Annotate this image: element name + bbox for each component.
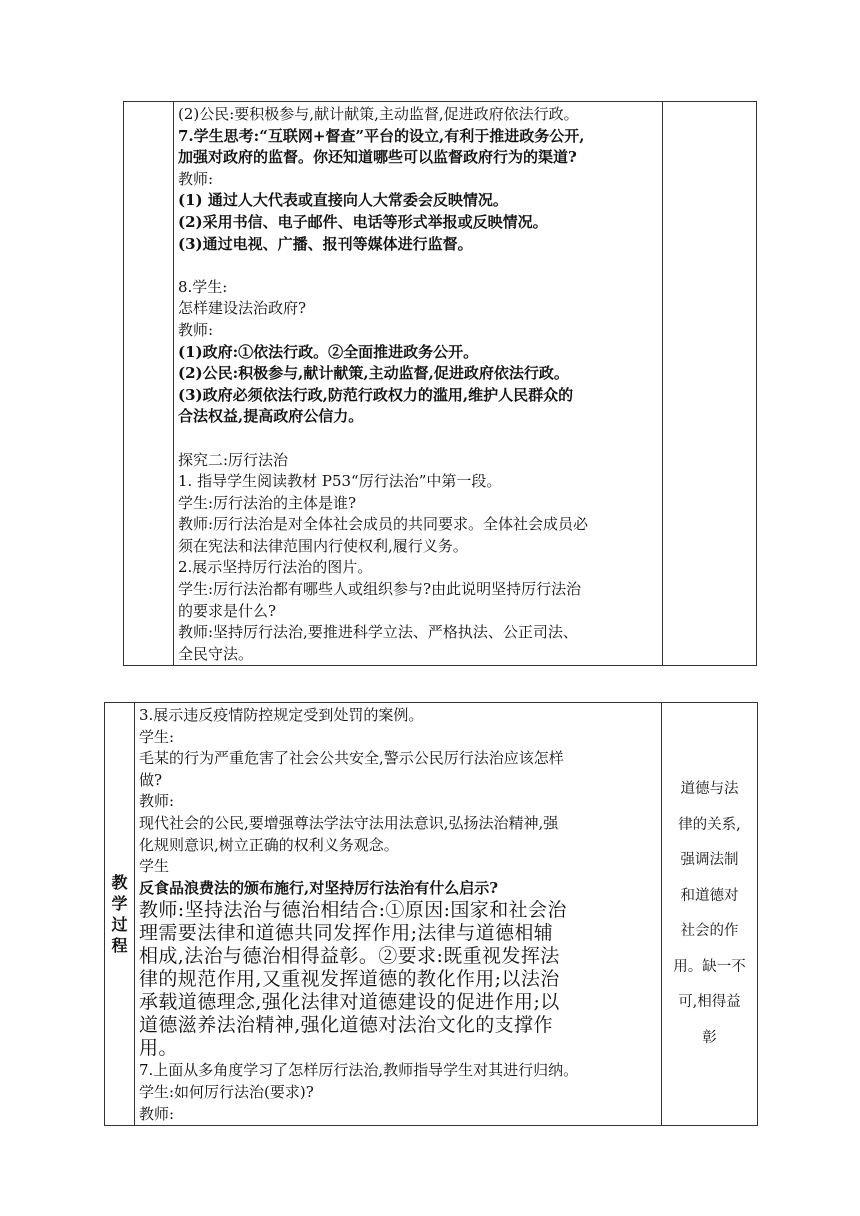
content-line	[178, 428, 658, 450]
text-line: 教师:坚持法治与德治相结合:①原因:国家和社会治	[139, 899, 567, 922]
content-line: 探究二:厉行法治	[178, 450, 289, 469]
content-line: 须在宪法和法律范围内行使权利,履行义务。	[178, 536, 468, 555]
text-line: 彰	[702, 1029, 717, 1046]
text-line: 律的规范作用,又重视发挥道德的教化作用;以法治	[139, 968, 560, 991]
content-line: 学生:如何厉行法治(要求)?	[139, 1082, 314, 1101]
content-line: 加强对政府的监督。你还知道哪些可以监督政府行为的渠道?	[178, 148, 577, 167]
label-char: 程	[111, 936, 128, 956]
text-line: 强调法制	[680, 852, 739, 869]
content-line: (1) 通过人大代表或直接向人大常委会反映情况。	[178, 191, 508, 210]
content-line: 8.学生:	[178, 277, 228, 296]
content-line: (1)政府:①依法行政。②全面推进政务公开。	[178, 342, 479, 361]
content-line: 怎样建设法治政府?	[178, 299, 307, 318]
text-line: 道德滋养法治精神,强化道德对法治文化的支撑作	[139, 1014, 553, 1037]
content-line: (2)公民:积极参与,献计献策,主动监督,促进政府依法行政。	[178, 364, 569, 383]
text-line: 用。	[139, 1037, 178, 1060]
content-line: 学生:	[139, 727, 175, 746]
lesson-table-bottom	[104, 702, 758, 1126]
content-lines-bottom-end	[139, 1060, 657, 1125]
content-line: 的要求是什么?	[178, 601, 277, 620]
content-line: 2.展示坚持厉行法治的图片。	[178, 558, 373, 577]
content-line: 做?	[139, 770, 163, 789]
label-cell-empty	[124, 102, 174, 666]
content-line: 学生:厉行法治的主体是谁?	[178, 493, 357, 512]
content-line: 教师:	[139, 792, 175, 811]
content-line: 反食品浪费法的颁布施行,对坚持厉行法治有什么启示?	[139, 878, 499, 897]
text-line: 可,相得益	[678, 994, 741, 1011]
content-line: 教师:厉行法治是对全体社会成员的共同要求。全体社会成员必	[178, 515, 589, 534]
section-label-teaching-process	[105, 703, 135, 1126]
content-line: 学生	[139, 857, 170, 876]
content-line: 学生:厉行法治都有哪些人或组织参与?由此说明坚持厉行法治	[178, 580, 582, 599]
content-cell-top	[174, 102, 663, 666]
design-note	[666, 779, 753, 1049]
content-line: 7.学生思考:“互联网+督查”平台的设立,有利于推进政务公开,	[178, 126, 585, 145]
content-line: 1. 指导学生阅读教材 P53“厉行法治”中第一段。	[178, 472, 502, 491]
text-line: 承载道德理念,强化法律对道德建设的促进作用;以	[139, 991, 560, 1014]
label-char: 教	[111, 873, 128, 893]
content-lines-top	[178, 104, 658, 665]
content-line: 教师:	[139, 1104, 175, 1123]
content-line: (2)采用书信、电子邮件、电话等形式举报或反映情况。	[178, 212, 548, 231]
text-line: 理需要法律和道德共同发挥作用;法律与道德相辅	[139, 922, 554, 945]
content-lines-bottom-top	[139, 705, 657, 899]
text-line: 用。缺一不	[673, 958, 746, 975]
content-line: 现代社会的公民,要增强尊法学法守法用法意识,弘扬法治精神,强	[139, 813, 559, 832]
teacher-answer-block	[139, 899, 657, 1060]
content-line: 7.上面从多角度学习了怎样厉行法治,教师指导学生对其进行归纳。	[139, 1061, 579, 1080]
content-line: 教师:	[178, 320, 214, 339]
content-line: 毛某的行为严重危害了社会公共安全,警示公民厉行法治应该怎样	[139, 749, 564, 768]
content-line: (3)政府必须依法行政,防范行政权力的滥用,维护人民群众的	[178, 385, 574, 404]
text-line: 和道德对	[680, 887, 739, 904]
content-line: (2)公民:要积极参与,献计献策,主动监督,促进政府依法行政。	[178, 105, 579, 123]
text-line: 道德与法	[680, 781, 739, 798]
text-line: 律的关系,	[678, 816, 741, 833]
label-chars	[105, 872, 134, 956]
text-line: 社会的作	[680, 923, 739, 940]
content-line: 教师:	[178, 169, 214, 188]
lesson-table-top	[123, 101, 757, 666]
label-char: 学	[111, 894, 128, 914]
content-cell-bottom	[135, 703, 662, 1126]
text-line: 相成,法治与德治相得益彰。②要求:既重视发挥法	[139, 945, 560, 968]
content-line: 合法权益,提高政府公信力。	[178, 407, 364, 426]
content-line: 3.展示违反疫情防控规定受到处罚的案例。	[139, 706, 424, 724]
note-cell-empty	[663, 102, 757, 666]
content-line: 化规则意识,树立正确的权利义务观念。	[139, 835, 399, 854]
content-line: 教师:坚持厉行法治,要推进科学立法、严格执法、公正司法、	[178, 623, 578, 642]
design-note-cell	[662, 703, 758, 1126]
content-line: 全民守法。	[178, 644, 254, 663]
content-line	[178, 255, 658, 277]
label-char: 过	[111, 915, 128, 935]
content-line: (3)通过电视、广播、报刊等媒体进行监督。	[178, 234, 473, 253]
